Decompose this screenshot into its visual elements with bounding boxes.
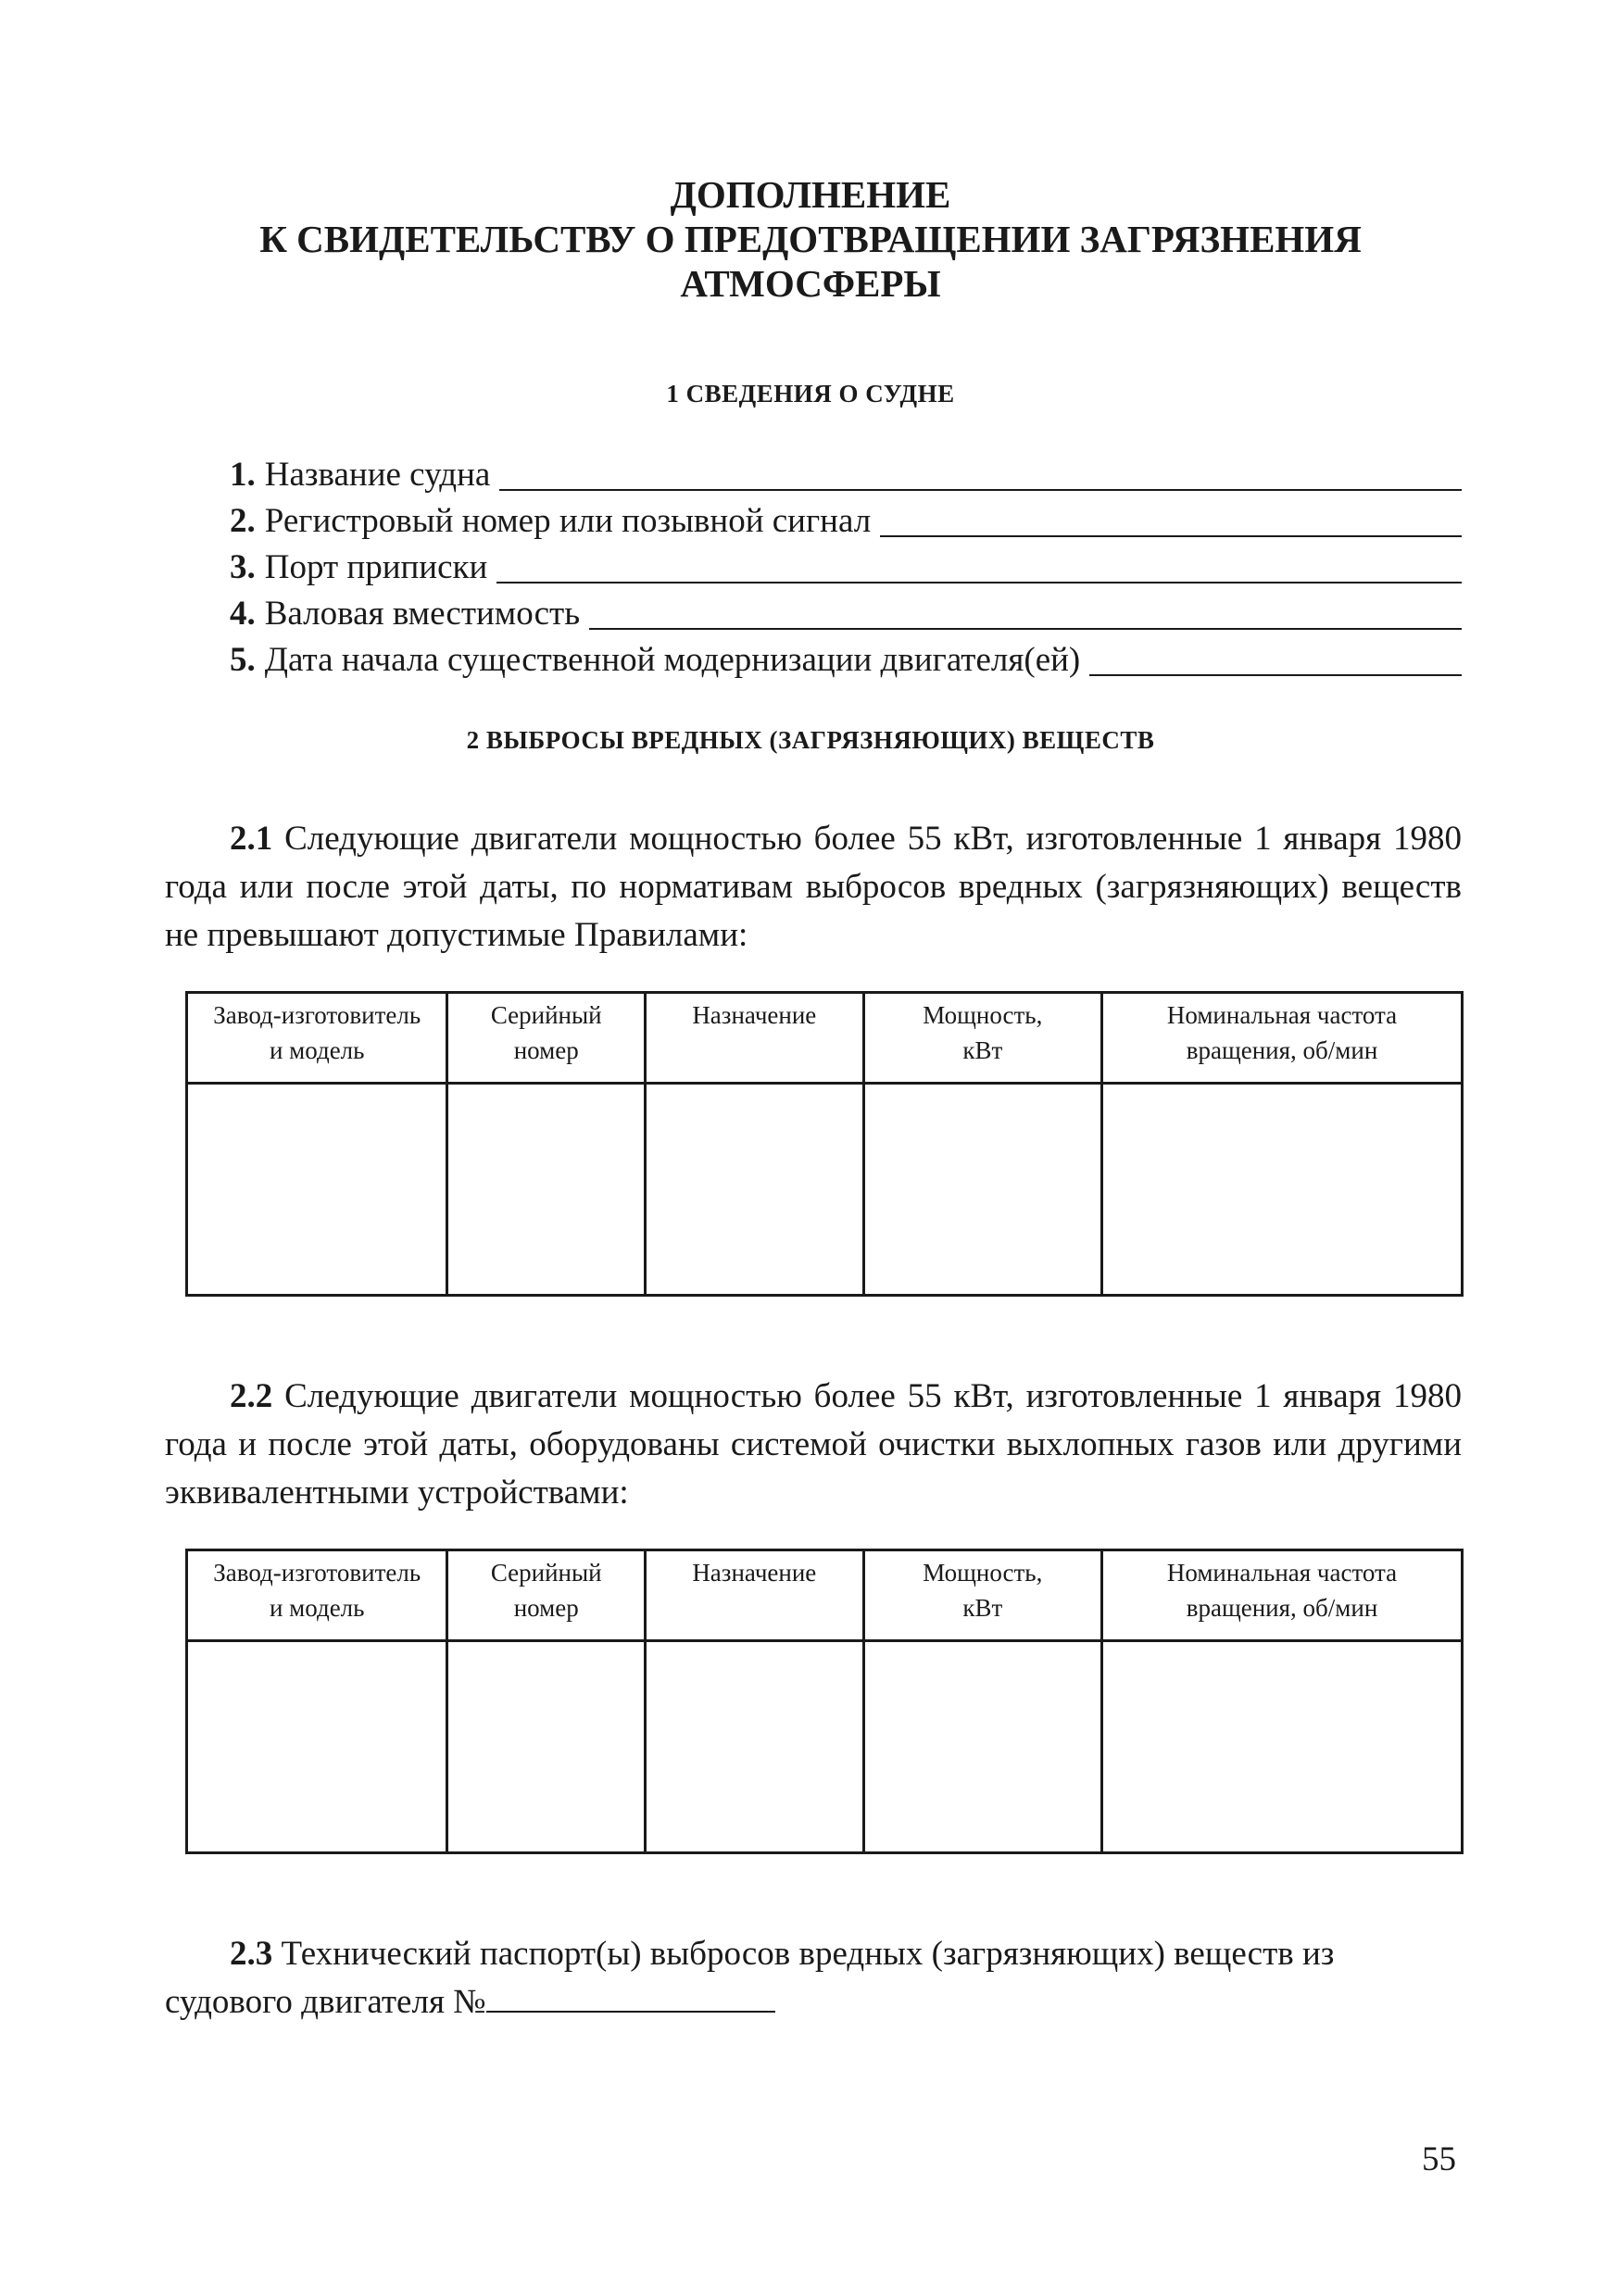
field-label: Порт приписки — [264, 548, 488, 586]
field-registry-number — [230, 498, 1462, 545]
col-manufacturer — [187, 993, 447, 1084]
header-text: номер — [513, 1594, 579, 1622]
gross-tonnage-input-line[interactable] — [589, 628, 1462, 630]
field-port-of-registry — [230, 545, 1462, 591]
registry-number-input-line[interactable] — [880, 535, 1462, 537]
modernization-date-input-line[interactable] — [1089, 674, 1462, 676]
table-header-row — [187, 993, 1463, 1084]
field-vessel-name — [230, 452, 1462, 498]
paragraph-number: 2.1 — [230, 820, 273, 858]
table-cell-purpose[interactable] — [646, 1641, 864, 1853]
col-serial — [447, 1550, 646, 1641]
field-modernization-date — [230, 637, 1462, 684]
paragraph-number: 2.2 — [230, 1377, 273, 1415]
field-number: 3. — [230, 548, 256, 586]
table-cell-power[interactable] — [863, 1084, 1101, 1296]
table-cell-speed[interactable] — [1102, 1641, 1463, 1853]
header-text: и модель — [269, 1594, 365, 1622]
title-line-3: АТМОСФЕРЫ — [680, 262, 941, 305]
header-text: Назначение — [692, 1559, 817, 1587]
vessel-name-input-line[interactable] — [499, 489, 1462, 491]
field-number: 4. — [230, 595, 256, 633]
title-line-2: К СВИДЕТЕЛЬСТВУ О ПРЕДОТВРАЩЕНИИ ЗАГРЯЗНЕНИЯ — [259, 218, 1362, 260]
header-text: Мощность, — [923, 1559, 1043, 1587]
vessel-info-fields — [230, 452, 1462, 684]
field-label: Название судна — [264, 456, 491, 494]
paragraph-2-2 — [165, 1373, 1462, 1517]
port-of-registry-input-line[interactable] — [496, 582, 1462, 583]
field-label: Регистровый номер или позывной сигнал — [264, 502, 872, 540]
paragraph-text: Следующие двигатели мощностью более 55 кВт, изготовленные 1 января 1980 года и после этой даты, оборудованы системой очистки выхлопных газов или другими эквивалентными устройствами: — [165, 1377, 1462, 1512]
engine-number-input-line[interactable] — [486, 1983, 775, 2013]
field-number: 5. — [230, 641, 256, 679]
col-purpose — [646, 1550, 864, 1641]
header-text: Мощность, — [923, 1001, 1043, 1029]
document-title — [0, 172, 1621, 306]
col-speed — [1102, 1550, 1463, 1641]
table-row — [187, 1084, 1463, 1296]
header-text: Завод-изготовитель — [213, 1001, 421, 1029]
col-purpose — [646, 993, 864, 1084]
header-text: Номинальная частота — [1166, 1559, 1398, 1587]
table-cell-speed[interactable] — [1102, 1084, 1463, 1296]
section-2-heading: 2 ВЫБРОСЫ ВРЕДНЫХ (ЗАГРЯЗНЯЮЩИХ) ВЕЩЕСТВ — [466, 726, 1155, 754]
header-text: Серийный — [490, 1001, 602, 1029]
table-cell-purpose[interactable] — [646, 1084, 864, 1296]
header-text: вращения, об/мин — [1186, 1036, 1378, 1064]
field-number: 1. — [230, 456, 256, 494]
col-power — [863, 993, 1101, 1084]
field-number: 2. — [230, 502, 256, 540]
header-text: вращения, об/мин — [1186, 1594, 1378, 1622]
section-1-heading: 1 СВЕДЕНИЯ О СУДНЕ — [666, 380, 955, 408]
table-cell-manufacturer[interactable] — [187, 1084, 447, 1296]
col-serial — [447, 993, 646, 1084]
paragraph-number: 2.3 — [230, 1935, 273, 1973]
field-gross-tonnage — [230, 591, 1462, 637]
header-text: номер — [513, 1036, 579, 1064]
field-label: Валовая вместимость — [264, 595, 581, 633]
page-number: 55 — [1422, 2140, 1456, 2178]
table-row — [187, 1641, 1463, 1853]
title-line-1: ДОПОЛНЕНИЕ — [670, 173, 951, 216]
col-speed — [1102, 993, 1463, 1084]
field-label: Дата начала существенной модернизации двигателя(ей) — [264, 641, 1081, 679]
engines-table-1 — [185, 991, 1464, 1297]
table-cell-power[interactable] — [863, 1641, 1101, 1853]
paragraph-text: Технический паспорт(ы) выбросов вредных (загрязняющих) веществ из судового двигателя № — [165, 1935, 1335, 2021]
header-text: кВт — [962, 1594, 1003, 1622]
header-text: Завод-изготовитель — [213, 1559, 421, 1587]
table-cell-serial[interactable] — [447, 1641, 646, 1853]
paragraph-text: Следующие двигатели мощностью более 55 кВт, изготовленные 1 января 1980 года или после этой даты, по нормативам выбросов вредных (загрязняющих) веществ не превышают допустимые Правилами: — [165, 820, 1462, 954]
paragraph-2-3 — [165, 1930, 1462, 2026]
header-text: Серийный — [490, 1559, 602, 1587]
table-cell-serial[interactable] — [447, 1084, 646, 1296]
table-cell-manufacturer[interactable] — [187, 1641, 447, 1853]
header-text: Номинальная частота — [1166, 1001, 1398, 1029]
col-power — [863, 1550, 1101, 1641]
paragraph-2-1 — [165, 815, 1462, 960]
table-header-row — [187, 1550, 1463, 1641]
col-manufacturer — [187, 1550, 447, 1641]
header-text: и модель — [269, 1036, 365, 1064]
header-text: Назначение — [692, 1001, 817, 1029]
engines-table-2 — [185, 1549, 1464, 1854]
header-text: кВт — [962, 1036, 1003, 1064]
